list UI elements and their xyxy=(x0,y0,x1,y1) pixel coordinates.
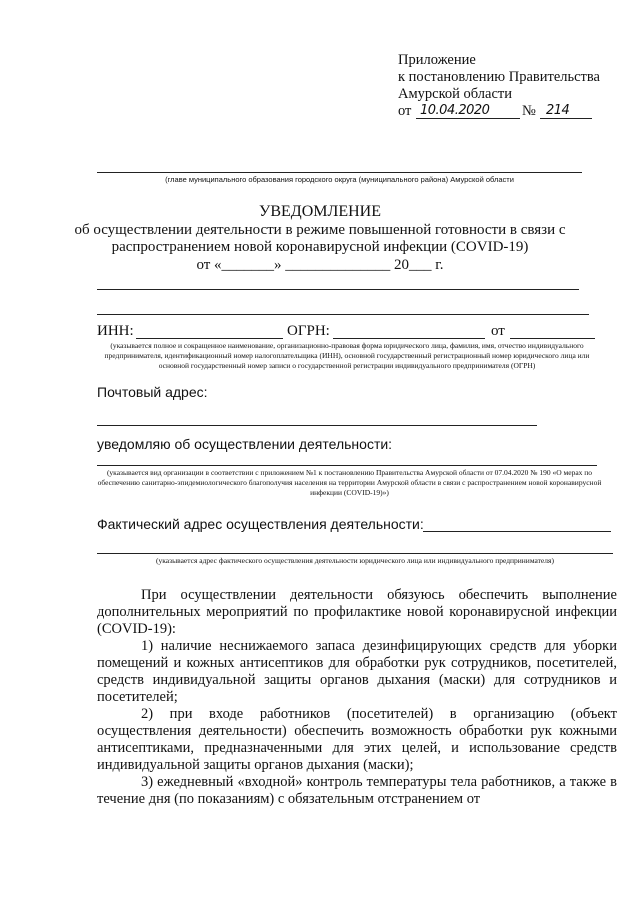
postal-address-line[interactable] xyxy=(97,425,537,426)
org-name-line-1 xyxy=(97,289,579,290)
from-field[interactable] xyxy=(510,338,595,339)
appendix-date-underline xyxy=(416,118,520,119)
org-caption: (указывается полное и сокращенное наименование, организационно-правовая форма юридического лица, фамилия, имя, отчество индивидуального предпринимателя, идентификационный номер налогоплательщика (ИНН), основной государственный регистрационный номер юридического лица или основной государственный номер записи о государственной регистрации индивидуального предпринимателя (ОГРН) xyxy=(104,341,590,370)
appendix-block xyxy=(398,52,600,123)
appendix-number-underline xyxy=(540,118,592,119)
actual-address-field[interactable] xyxy=(423,531,611,532)
inn-field[interactable] xyxy=(136,338,283,339)
appendix-date-row xyxy=(398,103,600,123)
appendix-title: Приложение xyxy=(398,52,476,68)
obligation-item-3: 3) ежедневный «входной» контроль температуры тела работников, а также в течение дня (по показаниям) с обязательным отстранением от xyxy=(97,774,617,807)
appendix-decree: к постановлению Правительства xyxy=(398,69,600,85)
appendix-number-prefix: № xyxy=(522,103,536,119)
obligations-intro: При осуществлении деятельности обязуюсь обеспечить выполнение дополнительных мероприятий по профилактике новой коронавирусной инфекции (COVID-19): xyxy=(97,587,617,637)
obligations-body xyxy=(97,587,617,808)
inn-label: ИНН: xyxy=(97,323,134,339)
notice-heading: УВЕДОМЛЕНИЕ xyxy=(259,203,381,220)
postal-address-label: Почтовый адрес: xyxy=(97,384,208,400)
obligation-item-1: 1) наличие неснижаемого запаса дезинфицирующих средств для уборки помещений и кожных антисептиков для обработки рук сотрудников, посетителей, средств индивидуальной защиты органов дыхания (маски) для сотрудников и посетителей; xyxy=(97,638,617,705)
actual-address-label: Фактический адрес осуществления деятельности: xyxy=(97,516,424,532)
activity-caption: (указывается вид организации в соответствии с приложением №1 к постановлению Правительства Амурской области от 07.04.2020 № 190 «О мерах по обеспечению санитарно-эпидемиологического благополучия населения на территории Амурской области в связи с распространением новой коронавирусной инфекции (COVID-19)») xyxy=(97,468,602,497)
appendix-number-value: 214 xyxy=(546,103,570,118)
appendix-region: Амурской области xyxy=(398,86,512,102)
actual-address-line[interactable] xyxy=(97,553,613,554)
org-name-line-2 xyxy=(97,314,589,315)
appendix-date-value: 10.04.2020 xyxy=(420,103,490,118)
actual-address-caption: (указывается адрес фактического осуществления деятельности юридического лица или индивидуального предпринимателя) xyxy=(156,556,554,565)
recipient-caption: (главе муниципального образования городского округа (муниципального района) Амурской области xyxy=(165,175,514,184)
notify-label: уведомляю об осуществлении деятельности: xyxy=(97,436,393,452)
obligation-item-2: 2) при входе работников (посетителей) в организацию (объект осуществления деятельности) обеспечить возможность обработки рук кожными антисептиками, предназначенными для этих целей, и использование средств индивидуальной защиты органов дыхания (маски); xyxy=(97,706,617,773)
notice-subtitle-line-1: об осуществлении деятельности в режиме повышенной готовности в связи с xyxy=(74,222,566,238)
appendix-date-prefix: от xyxy=(398,103,412,119)
recipient-line xyxy=(97,172,582,173)
ogrn-label: ОГРН: xyxy=(287,323,330,339)
ogrn-field[interactable] xyxy=(333,338,485,339)
notice-date-line: от «_______» ______________ 20___ г. xyxy=(196,257,444,273)
from-label: от xyxy=(491,323,505,339)
activity-line[interactable] xyxy=(97,465,597,466)
notice-subtitle-line-2: распространением новой коронавирусной инфекции (COVID-19) xyxy=(111,239,529,255)
